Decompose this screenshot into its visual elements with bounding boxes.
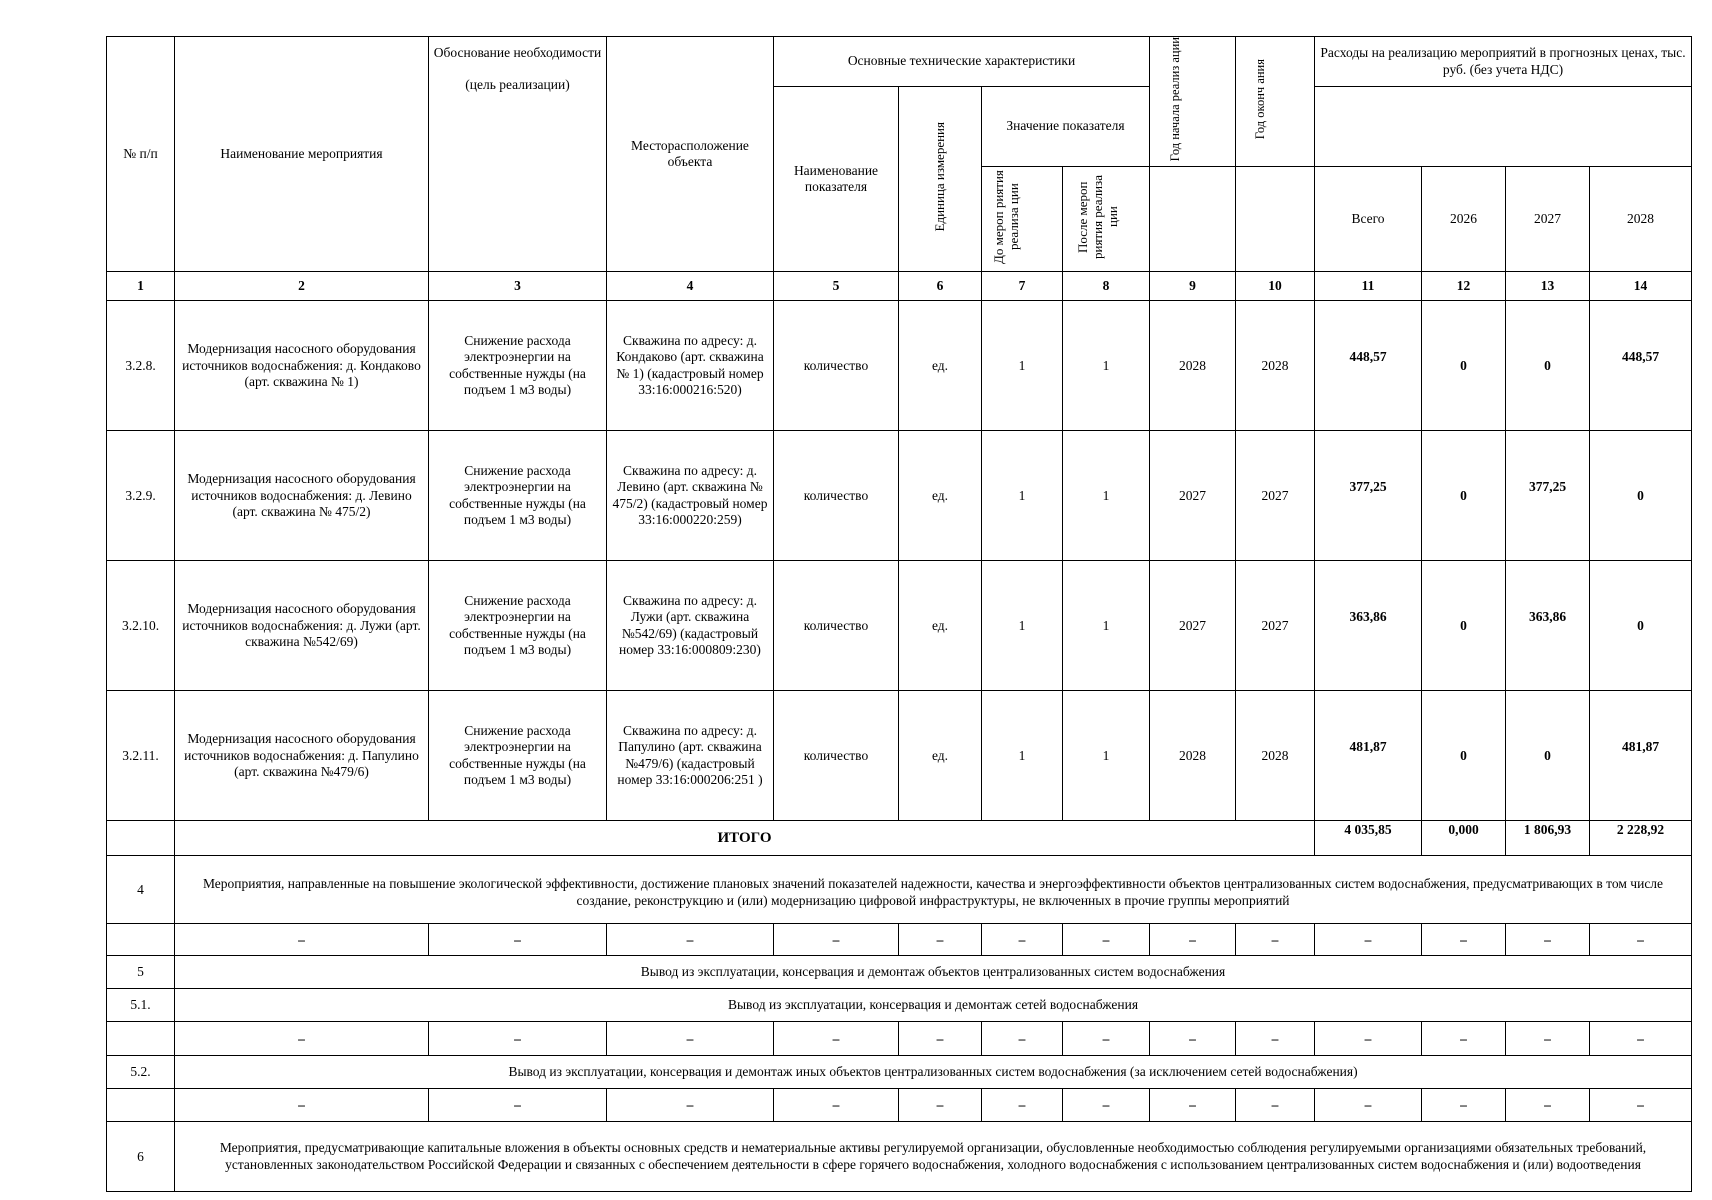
- dash-cell: –: [982, 1022, 1063, 1056]
- header-before: [982, 166, 1063, 271]
- header-after: [1063, 166, 1150, 271]
- colnum-6: 6: [899, 272, 982, 301]
- row-name: Модернизация насосного оборудования источников водоснабжения: д. Левино (арт. скважина № 475/2): [175, 431, 429, 561]
- table-row: [107, 431, 1692, 561]
- header-2028: 2028: [1590, 166, 1692, 271]
- dash-cell: –: [899, 1022, 982, 1056]
- row-num: 3.2.9.: [107, 431, 175, 561]
- row-name: Модернизация насосного оборудования источников водоснабжения: д. Папулино (арт. скважина №479/6): [175, 691, 429, 821]
- header-costs: Расходы на реализацию мероприятий в прогнозных ценах, тыс. руб. (без учета НДС): [1315, 37, 1692, 87]
- row-after: 1: [1063, 691, 1150, 821]
- section-4-text: Мероприятия, направленные на повышение экологической эффективности, достижение плановых значений показателей надежности, качества и энергоэффективности объектов централизованных систем водоснабжения, предусматривающих в том числе создание, реконструкцию и (или) модернизацию цифровой инфраструктуры, не включенных в прочие группы мероприятий: [175, 856, 1692, 924]
- row-2027: 0: [1506, 691, 1590, 821]
- section-5-1-text: Вывод из эксплуатации, консервация и демонтаж сетей водоснабжения: [175, 989, 1692, 1022]
- colnum-9: 9: [1150, 272, 1236, 301]
- column-number-row: [107, 272, 1692, 301]
- row-before: 1: [982, 431, 1063, 561]
- dash-cell: –: [1315, 924, 1422, 956]
- row-unit: ед.: [899, 691, 982, 821]
- header-unit: [899, 87, 982, 272]
- dash-cell: –: [1590, 1022, 1692, 1056]
- section-5-2-num: 5.2.: [107, 1056, 175, 1089]
- colnum-1: 1: [107, 272, 175, 301]
- row-2028: 448,57: [1590, 301, 1692, 431]
- row-name: Модернизация насосного оборудования источников водоснабжения: д. Лужи (арт. скважина №542/69): [175, 561, 429, 691]
- dash-cell: –: [982, 924, 1063, 956]
- row-end: 2028: [1236, 691, 1315, 821]
- colnum-4: 4: [607, 272, 774, 301]
- row-2028: 481,87: [1590, 691, 1692, 821]
- header-end-year: [1236, 37, 1315, 167]
- dash-cell: –: [1063, 1022, 1150, 1056]
- row-total: 481,87: [1315, 691, 1422, 821]
- table-row: [107, 691, 1692, 821]
- row-start: 2028: [1150, 301, 1236, 431]
- row-2026: 0: [1422, 431, 1506, 561]
- dash-cell: –: [1422, 1022, 1506, 1056]
- total-2026: 0,000: [1422, 821, 1506, 856]
- section-6-row: [107, 1122, 1692, 1192]
- dash-cell: –: [429, 924, 607, 956]
- section-5-num: 5: [107, 956, 175, 989]
- header-start-year: [1150, 37, 1236, 167]
- colnum-12: 12: [1422, 272, 1506, 301]
- dash-cell: –: [1506, 1089, 1590, 1122]
- row-2027: 377,25: [1506, 431, 1590, 561]
- dash-cell: –: [429, 1022, 607, 1056]
- dash-cell: –: [774, 924, 899, 956]
- row-total: 448,57: [1315, 301, 1422, 431]
- colnum-2: 2: [175, 272, 429, 301]
- row-reason: Снижение расхода электроэнергии на собственные нужды (на подъем 1 м3 воды): [429, 561, 607, 691]
- dash-cell: –: [1315, 1022, 1422, 1056]
- row-after: 1: [1063, 431, 1150, 561]
- measures-table: [106, 36, 1692, 1192]
- row-reason: Снижение расхода электроэнергии на собственные нужды (на подъем 1 м3 воды): [429, 431, 607, 561]
- row-2026: 0: [1422, 691, 1506, 821]
- dash-cell: –: [1150, 1089, 1236, 1122]
- colnum-10: 10: [1236, 272, 1315, 301]
- row-start: 2027: [1150, 431, 1236, 561]
- row-2026: 0: [1422, 561, 1506, 691]
- row-num: 3.2.11.: [107, 691, 175, 821]
- header-start-year-label: Год начала реализ ации: [1167, 37, 1182, 162]
- dash-cell: –: [982, 1089, 1063, 1122]
- row-name: Модернизация насосного оборудования источников водоснабжения: д. Кондаково (арт. скважина № 1): [175, 301, 429, 431]
- colnum-3: 3: [429, 272, 607, 301]
- section-5-2-text: Вывод из эксплуатации, консервация и демонтаж иных объектов централизованных систем водоснабжения (за исключением сетей водоснабжения): [175, 1056, 1692, 1089]
- dash-cell: –: [774, 1022, 899, 1056]
- row-after: 1: [1063, 301, 1150, 431]
- header-tech: Основные технические характеристики: [774, 37, 1150, 87]
- row-location: Скважина по адресу: д. Левино (арт. скважина № 475/2) (кадастровый номер 33:16:000220:259): [607, 431, 774, 561]
- row-start: 2028: [1150, 691, 1236, 821]
- total-2028: 2 228,92: [1590, 821, 1692, 856]
- colnum-13: 13: [1506, 272, 1590, 301]
- header-unit-label: Единица измерения: [931, 122, 947, 232]
- dash-cell: –: [1422, 924, 1506, 956]
- table-row: [107, 301, 1692, 431]
- header-end-year-blank: [1236, 166, 1315, 271]
- colnum-8: 8: [1063, 272, 1150, 301]
- header-reason-sub: (цель реализации): [465, 77, 570, 93]
- section-6-text: Мероприятия, предусматривающие капитальные вложения в объекты основных средств и нематериальные активы регулируемой организации, обусловленные необходимостью соблюдения регулируемыми организациями обязательных требований, установленных законодательством Российской Федерации и связанных с обеспечением деятельности в сфере горячего водоснабжения, холодного водоснабжения с использованием централизованных систем водоснабжения и (или) водоотведения: [175, 1122, 1692, 1192]
- section-5-row: [107, 956, 1692, 989]
- header-reason: [429, 37, 607, 272]
- row-location: Скважина по адресу: д. Кондаково (арт. скважина № 1) (кадастровый номер 33:16:000216:520): [607, 301, 774, 431]
- row-total: 377,25: [1315, 431, 1422, 561]
- header-name: Наименование мероприятия: [175, 37, 429, 272]
- row-location: Скважина по адресу: д. Папулино (арт. скважина №479/6) (кадастровый номер 33:16:000206:251 ): [607, 691, 774, 821]
- row-2027: 363,86: [1506, 561, 1590, 691]
- dash-cell: –: [1590, 1089, 1692, 1122]
- dash-cell: –: [607, 1089, 774, 1122]
- header-total: Всего: [1315, 166, 1422, 271]
- header-value-group: Значение показателя: [982, 87, 1150, 167]
- row-indicator: количество: [774, 561, 899, 691]
- dash-cell: –: [1063, 924, 1150, 956]
- row-indicator: количество: [774, 301, 899, 431]
- dash-cell: –: [175, 1022, 429, 1056]
- total-num-blank: [107, 821, 175, 856]
- row-end: 2027: [1236, 431, 1315, 561]
- dash-cell-blank: [107, 1022, 175, 1056]
- colnum-7: 7: [982, 272, 1063, 301]
- dash-cell: –: [1236, 1022, 1315, 1056]
- header-location: Месторасположение объекта: [607, 37, 774, 272]
- row-unit: ед.: [899, 561, 982, 691]
- colnum-14: 14: [1590, 272, 1692, 301]
- row-end: 2028: [1236, 301, 1315, 431]
- header-indicator: Наименование показателя: [774, 87, 899, 272]
- dash-cell: –: [774, 1089, 899, 1122]
- dash-cell: –: [1063, 1089, 1150, 1122]
- section-5-1-row: [107, 989, 1692, 1022]
- row-indicator: количество: [774, 431, 899, 561]
- row-total: 363,86: [1315, 561, 1422, 691]
- row-2028: 0: [1590, 561, 1692, 691]
- dash-cell: –: [1236, 924, 1315, 956]
- header-2027: 2027: [1506, 166, 1590, 271]
- header-after-label: После мероп риятия реализа ции: [1075, 174, 1120, 259]
- dash-row: [107, 1089, 1692, 1122]
- header-start-year-blank: [1150, 166, 1236, 271]
- dash-cell: –: [429, 1089, 607, 1122]
- row-start: 2027: [1150, 561, 1236, 691]
- dash-cell: –: [607, 1022, 774, 1056]
- colnum-5: 5: [774, 272, 899, 301]
- dash-cell: –: [175, 924, 429, 956]
- row-indicator: количество: [774, 691, 899, 821]
- row-unit: ед.: [899, 431, 982, 561]
- table-row: [107, 561, 1692, 691]
- row-num: 3.2.8.: [107, 301, 175, 431]
- dash-cell: –: [899, 924, 982, 956]
- dash-cell: –: [1422, 1089, 1506, 1122]
- total-sum: 4 035,85: [1315, 821, 1422, 856]
- header-2026: 2026: [1422, 166, 1506, 271]
- dash-cell: –: [175, 1089, 429, 1122]
- row-end: 2027: [1236, 561, 1315, 691]
- dash-cell: –: [607, 924, 774, 956]
- section-5-1-num: 5.1.: [107, 989, 175, 1022]
- dash-row: [107, 1022, 1692, 1056]
- row-2028: 0: [1590, 431, 1692, 561]
- header-end-year-label: Год оконч ания: [1253, 59, 1268, 140]
- header-before-label: До мероп риятия реализа ции: [991, 169, 1021, 264]
- colnum-11: 11: [1315, 272, 1422, 301]
- row-reason: Снижение расхода электроэнергии на собственные нужды (на подъем 1 м3 воды): [429, 691, 607, 821]
- header-num: № п/п: [107, 37, 175, 272]
- dash-cell-blank: [107, 1089, 175, 1122]
- section-6-num: 6: [107, 1122, 175, 1192]
- total-row: [107, 821, 1692, 856]
- row-before: 1: [982, 691, 1063, 821]
- dash-cell-blank: [107, 924, 175, 956]
- row-2026: 0: [1422, 301, 1506, 431]
- row-unit: ед.: [899, 301, 982, 431]
- row-num: 3.2.10.: [107, 561, 175, 691]
- dash-cell: –: [1506, 924, 1590, 956]
- total-2027: 1 806,93: [1506, 821, 1590, 856]
- section-4-row: [107, 856, 1692, 924]
- dash-cell: –: [1315, 1089, 1422, 1122]
- dash-cell: –: [1590, 924, 1692, 956]
- section-4-num: 4: [107, 856, 175, 924]
- dash-cell: –: [899, 1089, 982, 1122]
- dash-cell: –: [1236, 1089, 1315, 1122]
- header-costs-spacer: [1315, 87, 1692, 167]
- dash-cell: –: [1150, 924, 1236, 956]
- row-location: Скважина по адресу: д. Лужи (арт. скважина №542/69) (кадастровый номер 33:16:000809:230): [607, 561, 774, 691]
- row-before: 1: [982, 301, 1063, 431]
- dash-row: [107, 924, 1692, 956]
- section-5-2-row: [107, 1056, 1692, 1089]
- section-5-text: Вывод из эксплуатации, консервация и демонтаж объектов централизованных систем водоснабжения: [175, 956, 1692, 989]
- row-2027: 0: [1506, 301, 1590, 431]
- row-reason: Снижение расхода электроэнергии на собственные нужды (на подъем 1 м3 воды): [429, 301, 607, 431]
- dash-cell: –: [1506, 1022, 1590, 1056]
- header-reason-title: Обоснование необходимости: [433, 45, 602, 60]
- row-after: 1: [1063, 561, 1150, 691]
- dash-cell: –: [1150, 1022, 1236, 1056]
- row-before: 1: [982, 561, 1063, 691]
- total-label: ИТОГО: [175, 821, 1315, 856]
